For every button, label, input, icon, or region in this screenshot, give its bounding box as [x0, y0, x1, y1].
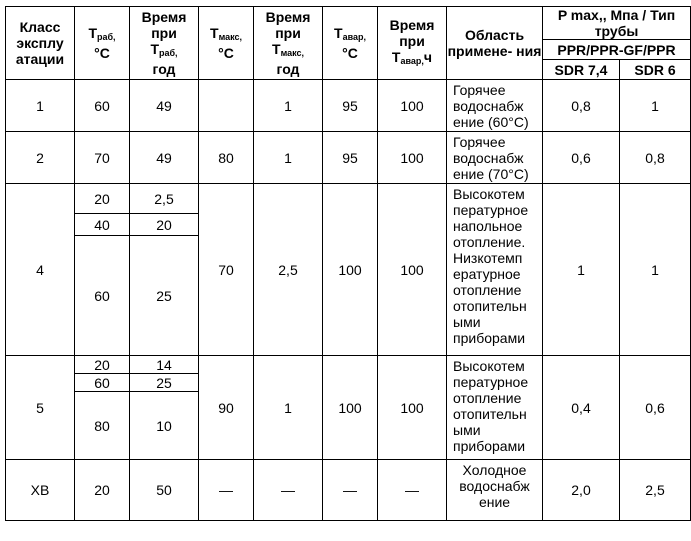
header-time-max-T: Т: [272, 41, 281, 57]
cell-time-work: 49: [130, 132, 199, 184]
header-time-max-unit: год: [276, 61, 300, 77]
cell-t-work: 20: [75, 356, 130, 374]
cell-t-work: 20: [75, 184, 130, 214]
cell-class: 4: [6, 184, 75, 356]
header-t-avar-prefix: Т: [334, 25, 343, 41]
cell-t-max: —: [199, 460, 254, 521]
cell-area: [447, 184, 543, 356]
cell-sdr74: 0,6: [543, 132, 620, 184]
cell-sdr74: 1: [543, 184, 620, 356]
header-t-max-sub: макс,: [218, 32, 242, 42]
header-t-max-unit: °С: [218, 45, 234, 61]
header-sdr6: [620, 60, 691, 80]
cell-time-avar: 100: [378, 356, 447, 460]
cell-t-work: 70: [75, 132, 130, 184]
cell-time-work: 10: [130, 392, 199, 460]
cell-t-work: 20: [75, 460, 130, 521]
cell-t-work: 60: [75, 374, 130, 392]
table-row: [6, 460, 691, 521]
cell-time-work: 25: [130, 374, 199, 392]
table-row: [6, 184, 691, 214]
header-area: [447, 7, 543, 80]
header-time-avar-unit: ч: [423, 49, 433, 65]
cell-time-avar: 100: [378, 184, 447, 356]
cell-t-avar: —: [323, 460, 378, 521]
header-t-work: [75, 7, 130, 80]
cell-sdr6: 1: [620, 80, 691, 132]
cell-area: [447, 132, 543, 184]
header-t-avar-unit: °С: [342, 45, 358, 61]
header-time-max-line1: Время при: [265, 9, 311, 41]
header-t-avar-sub: авар,: [342, 32, 366, 42]
header-sdr74: [543, 60, 620, 80]
cell-time-work: 14: [130, 356, 199, 374]
cell-sdr74: 0,8: [543, 80, 620, 132]
header-t-work-sub: раб,: [97, 32, 116, 42]
header-class: [6, 7, 75, 80]
header-time-avar-T: Т: [391, 49, 401, 65]
header-time-max: [254, 7, 323, 80]
cell-class: 5: [6, 356, 75, 460]
cell-class: ХВ: [6, 460, 75, 521]
cell-sdr74: 0,4: [543, 356, 620, 460]
header-time-work-T: Т: [150, 41, 159, 57]
cell-time-work: 20: [130, 214, 199, 236]
cell-area-text: Высокотем пературное отопление отопительн ыми приборами: [453, 358, 529, 454]
cell-time-max: 2,5: [254, 184, 323, 356]
cell-t-max: 80: [199, 132, 254, 184]
header-time-work-sub: раб,: [159, 48, 178, 58]
header-time-work-line1: Время при: [141, 9, 187, 41]
cell-time-max: 1: [254, 80, 323, 132]
cell-area-text: Холодное водоснабж ение: [459, 462, 530, 510]
header-pipe-type: [543, 40, 691, 60]
cell-time-max: 1: [254, 132, 323, 184]
cell-area: [447, 460, 543, 521]
cell-t-work: 80: [75, 392, 130, 460]
header-time-avar-line1: Время при: [389, 17, 435, 49]
cell-t-max: 70: [199, 184, 254, 356]
table-row: [6, 132, 691, 184]
cell-sdr74: 2,0: [543, 460, 620, 521]
cell-area: [447, 80, 543, 132]
cell-t-avar: 95: [323, 80, 378, 132]
header-t-max: [199, 7, 254, 80]
header-t-avar: [323, 7, 378, 80]
cell-time-work: 25: [130, 236, 199, 356]
cell-t-avar: 95: [323, 132, 378, 184]
header-time-avar: [378, 7, 447, 80]
cell-sdr6: 2,5: [620, 460, 691, 521]
header-time-max-sub: макс,: [280, 48, 304, 58]
cell-time-avar: 100: [378, 132, 447, 184]
cell-time-avar: —: [378, 460, 447, 521]
header-time-work: [130, 7, 199, 80]
header-pmax: [543, 7, 691, 40]
cell-t-work: 60: [75, 236, 130, 356]
cell-t-avar: 100: [323, 184, 378, 356]
cell-time-work: 2,5: [130, 184, 199, 214]
header-t-work-unit: °С: [94, 45, 110, 61]
cell-class: 1: [6, 80, 75, 132]
cell-t-work: 40: [75, 214, 130, 236]
table-row: [6, 80, 691, 132]
header-sdr6-text: SDR 6: [634, 61, 676, 78]
cell-area-text: Горячее водоснабж ение (70°С): [453, 134, 529, 182]
cell-time-avar: 100: [378, 80, 447, 132]
cell-area-text: Высокотем пературное напольное отопление. Низкотемп ературное отопление отопительн ыми приборами: [453, 186, 529, 346]
cell-time-work: 50: [130, 460, 199, 521]
cell-sdr6: 0,6: [620, 356, 691, 460]
header-pmax-text: P max,, Мпа / Тип трубы: [557, 7, 676, 39]
header-pipe-type-text: PPR/PPR-GF/PPR: [557, 41, 676, 58]
header-time-work-unit: год: [152, 61, 176, 77]
cell-t-avar: 100: [323, 356, 378, 460]
cell-time-work: 49: [130, 80, 199, 132]
cell-area-text: Горячее водоснабж ение (60°С): [453, 82, 529, 130]
cell-time-max: 1: [254, 356, 323, 460]
header-t-max-prefix: Т: [210, 25, 219, 41]
header-area-text: Область примене- ния: [447, 27, 542, 59]
cell-t-max: [199, 80, 254, 132]
cell-t-max: 90: [199, 356, 254, 460]
operation-class-table: [5, 6, 691, 521]
cell-t-work: 60: [75, 80, 130, 132]
table-row: [6, 356, 691, 374]
header-t-work-prefix: Т: [88, 25, 97, 41]
cell-time-max: —: [254, 460, 323, 521]
cell-sdr6: 0,8: [620, 132, 691, 184]
cell-sdr6: 1: [620, 184, 691, 356]
cell-class: 2: [6, 132, 75, 184]
header-sdr74-text: SDR 7,4: [554, 61, 608, 78]
header-class-text: Класс эксплу атации: [15, 19, 65, 67]
header-time-avar-sub: авар,: [400, 56, 424, 66]
cell-area: [447, 356, 543, 460]
